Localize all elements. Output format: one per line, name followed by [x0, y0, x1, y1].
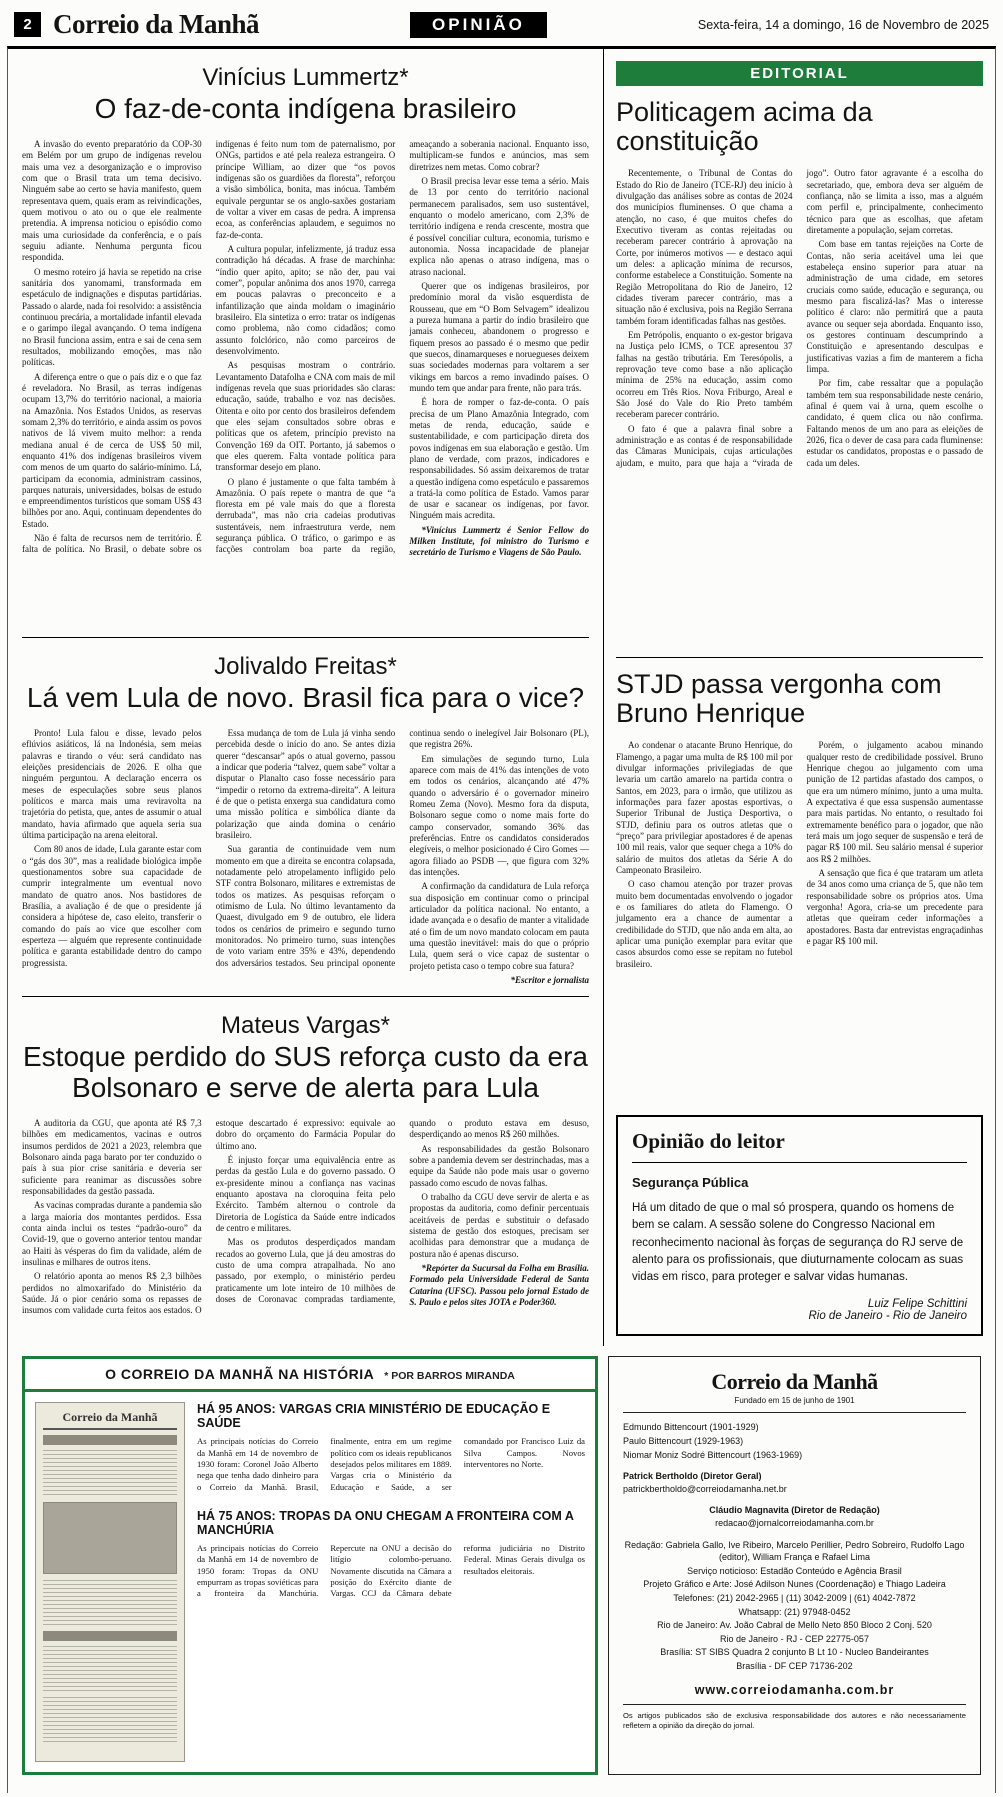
founder-line: Niomar Moniz Sodré Bittencourt (1963-1969): [623, 1449, 803, 1460]
page-header: [0, 0, 1003, 46]
edition-date: Sexta-feira, 14 a domingo, 16 de Novembro de 2025: [697, 17, 990, 32]
article-body: [22, 139, 589, 559]
article-footnote: *Escritor e jornalista: [510, 974, 589, 985]
paragraph: Por fim, cabe ressaltar que a população também tem sua responsabilidade neste cenário, afinal é quem vai à urna, quem escolhe o candidato, é quem clica ou não confirma. Faltando menos de um ano para as eleições de 2026, fica o dever de casa para cada fluminense: estudar os candidatos, propostas e o passado de cada um deles.: [806, 378, 983, 468]
thumb-headline-bar: [43, 1631, 177, 1641]
article-vinicius-lummertz: [22, 49, 589, 637]
history-header: [25, 1359, 595, 1392]
historical-newspaper-image: [35, 1402, 185, 1762]
masthead-info-line: Brasília - DF CEP 71736-202: [736, 1660, 853, 1671]
paragraph: A sensação que fica é que trataram um atleta de 34 anos como uma criança de 5, que não tem responsabilidade sobre os próprios atos. Uma vergonha! Agora, cria-se um precedente para atletas que queiram ceder informações a apostadores. Basta dar entrevistas engraçadinhas e pagar R$ 100 mil.: [806, 867, 983, 946]
stjd-section: [616, 657, 983, 1103]
letters-title: Opinião do leitor: [632, 1129, 967, 1163]
paragraph: As responsabilidades da gestão Bolsonaro sobre a pandemia devem ser destrinchadas, mas a equipe da Saúde não pode mais usar o governo passado como escudo de novas falhas.: [409, 1143, 589, 1188]
thumb-masthead: Correio da Manhã: [43, 1410, 177, 1430]
letter-body: Há um ditado de que o mal só prospera, quando os homens de bem se calam. A sessão solene do Congresso Nacional em reconhecimento nacional às forças de segurança do RJ serve de alento para os profissionais, que diuturnamente colocam as suas vidas em risco, para proteger e salvar vidas humanas.: [632, 1202, 964, 1283]
articles-column: [8, 49, 603, 1346]
article-footnote: *Vinícius Lummertz é Senior Fellow do Milken Institute, foi ministro do Turismo e secretário de Turismo e Viagens de São Paulo.: [409, 524, 589, 558]
paragraph: Recentemente, o Tribunal de Contas do Estado do Rio de Janeiro (TCE-RJ) deu início à divulgação das análises sobre as contas de 2024 dos municípios fluminenses. O que chama a atenção, no caso, é que muitos chefes do Executivo tiveram as contas rejeitadas ou receberam parecer contrário à aprovação na Corte, por inúmeros motivos — e destaco aqui um deles: a aplicação mínima de recursos, conforme estabelece a Constituição. Somente na Região Metropolitana do Rio de Janeiro, 12 cidades tiveram parecer contrário, mas a situação não é exclusiva, pois na Região Serrana também foram identificadas falhas nas gestões.: [616, 168, 793, 326]
paragraph: A confirmação da candidatura de Lula reforça sua disposição em continuar como o principal articulador da política nacional. No entanto, a idade avançada e o desafio de manter a vitalidade até o fim de um novo mandato colocam em pauta uma questão inevitável: mais do que o próprio Lula, quem será o vice capaz de sustentar o projeto petista caso o tempo cobre sua fatura?: [409, 881, 589, 971]
letter-signature: Luiz Felipe Schittini: [867, 1298, 967, 1311]
history-byline: * POR BARROS MIRANDA: [384, 1370, 515, 1383]
editorial-section: [616, 61, 983, 649]
masthead-info-line: Redação: Gabriela Gallo, Ive Ribeiro, Marcelo Perillier, Pedro Sobreiro, Rudolfo Lago (editor), William França e Rafael Lima: [624, 1539, 965, 1563]
masthead-info-line: Telefones: (21) 2042-2965 | (11) 3042-2009 | (61) 4042-7872: [673, 1592, 916, 1603]
paragraph: Sua garantia de continuidade vem num momento em que a direita se encontra colapsada, notadamente pelo atropelamento infligido pelo STF contra Bolsonaro, militares e extremistas de todos os matizes. As pesquisas reforçam o otimismo de Lula. No último levantamento da Quaest, divulgado em 9 de outubro, ele lidera todos os cenários de primeiro e segundo turno monitorados. No primeiro turno, suas intenções de voto variam entre 35% e 43%, dependendo dos adversários testados. Seu principal oponente continua sendo o inelegível Jair Bolsonaro (PL), que registra 26%.: [215, 727, 589, 968]
history-headline: HÁ 75 ANOS: TROPAS DA ONU CHEGAM A FRONTEIRA COM A MANCHÚRIA: [197, 1508, 574, 1537]
thumb-text-lines: [43, 1646, 177, 1692]
masthead-info-line: Whatsapp: (21) 97948-0452: [738, 1606, 851, 1617]
paragraph: O relatório aponta ao menos R$ 2,3 bilhões perdidos no almoxarifado do Ministério da Saúde. Já o pior cenário soma os repasses de insumos com validade curta feitos aos estados. O estoque descartado é expressivo: equivale ao dobro do orçamento do Farmácia Popular do último ano.: [22, 1117, 396, 1316]
article-title: Estoque perdido do SUS reforça custo da era Bolsonaro e serve de alerta para Lula: [22, 1041, 588, 1104]
letter-location: Rio de Janeiro - Rio de Janeiro: [808, 1310, 967, 1323]
masthead-info-line: Brasília: ST SIBS Quadra 2 conjunto B Lt 10 - Nucleo Bandeirantes: [660, 1647, 929, 1658]
history-body: As principais notícias do Correio da Manhã em 14 de novembro de 1930 foram: Coronel João Alberto nega que tenha dado dinheiro para o Correio da Manhã. Brasil, finalmente, entra em um regime político com os ideais republicanos desejados pelos militares em 1889. Vargas cria o Ministério da Educação e Saúde, a ser comandado por Francisco Luiz da Silva Campos. Novos interventores no Norte.: [197, 1436, 585, 1492]
paragraph: A auditoria da CGU, que aponta até R$ 7,3 bilhões em medicamentos, vacinas e outros insumos perdidos de 2021 a 2023, relembra que Bolsonaro ainda paga barato por ter conduzido o país à sua pior crise sanitária e deveria ser suficiente para reanimar as discussões sobre responsabilidades da gestão passada.: [22, 1117, 202, 1196]
director-block: [623, 1470, 966, 1495]
article-body: [22, 1118, 589, 1317]
paragraph: Querer que os indígenas brasileiros, por predomínio moral da visão esquerdista de Rousseau, que em “O Bom Selvagem” idealizou a pureza humana a partir do índio brasileiro que jamais conheceu, abandonem o progresso e fiquem presos ao passado é o mesmo que pedir que suecos, dinamarqueses e noruegueses deixem suas sociedades modernas para voltarem a ser vikings em barcos a remo invadindo países. O mundo tem que andar para frente, não para trás.: [409, 280, 589, 393]
paragraph: Pronto! Lula falou e disse, levado pelos eflúvios asiáticos, lá na Indonésia, sem meias palavras e tirando o véu: será candidato nas eleições presidenciais de 2026. E olha que ninguém perguntou. A declaração encerra os meses de especulações sobre seus planos políticos e marca mais uma reviravolta na trajetória do petista, que, antes de assumir o atual mandato, havia afirmado que aquela seria sua última participação na arena eleitoral.: [22, 727, 202, 840]
paragraph: É injusto forçar uma equivalência entre as perdas da gestão Lula e do governo passado. O ex-presidente minou a confiança nas vacinas enquanto apostava na cloroquina feita pelo Exército. Também alternou o controle da Diretoria de Logística da Saúde entre indicados de centro e militares.: [215, 1154, 396, 1233]
editorial-column: [603, 49, 995, 1346]
paragraph: A invasão do evento preparatório da COP-30 em Belém por um grupo de indígenas revelou mais uma vez a desorganização e o improviso com que o Brasil trata um tema decisivo. Ninguém sabe ao certo se havia manifesto, quem representava quem, quais eram as reivindicações, quem motivou o ato ou o que ele realmente pretendia. A imprensa noticiou o episódio como mais uma curiosidade da conferência, e o país seguiu adiante. Nenhuma pergunta ficou respondida.: [22, 138, 202, 263]
article-jolivaldo-freitas: [22, 637, 589, 996]
founder-line: Paulo Bittencourt (1929-1963): [623, 1436, 744, 1447]
stjd-body: [616, 740, 983, 970]
paragraph: O Brasil precisa levar esse tema a sério. Mais de 13 por cento do território nacional permanecem paralisados, sem uso sustentável, enquanto o modelo americano, com 2,3% de território indígena e renda crescente, mostra que é possível conciliar cultura, economia, turismo e autonomia. Nossa incapacidade de planejar explica não apenas o atraso indígena, mas o atraso nacional.: [409, 175, 589, 277]
thumb-headline-bar: [43, 1435, 177, 1445]
masthead-info: [623, 1539, 966, 1673]
paragraph: As pesquisas mostram o contrário. Levantamento Datafolha e CNA com mais de mil indígenas revela que suas prioridades são claras: educação, saúde, trabalho e voz nas decisões. Oitenta e oito por cento dos brasileiros defendem que eles sejam consultados sobre obras e políticas que os afetem, princípio previsto na Convenção 169 da OIT. Portanto, já sabemos o que eles querem. Falta vontade política para transformar desejo em plano.: [215, 360, 396, 473]
editorial-badge: EDITORIAL: [616, 61, 983, 86]
article-title: O faz-de-conta indígena brasileiro: [94, 93, 517, 125]
article-body: [22, 728, 589, 986]
article-title: Lá vem Lula de novo. Brasil fica para o vice?: [26, 682, 585, 714]
editor-name: Cláudio Magnavita (Diretor de Redação): [709, 1505, 880, 1516]
history-headline: HÁ 95 ANOS: VARGAS CRIA MINISTÉRIO DE EDUCAÇÃO E SAÚDE: [197, 1402, 551, 1431]
disclaimer: Os artigos publicados são de exclusiva responsabilidade dos autores e não necessariamente refletem a opinião da direção do jornal.: [623, 1704, 966, 1732]
thumb-photo: [43, 1502, 177, 1574]
editor-email-link[interactable]: redacao@jornalcorreiodamanha.com.br: [715, 1518, 874, 1528]
paragraph: Mas os produtos desperdiçados mandam recados ao governo Lula, que já deu amostras do custo de uma compra atrapalhada. No ano passado, por exemplo, o ministério perdeu praticamente um lote inteiro de 10 milhões de doses de Coronavac compradas tardiamente, quando o produto estava em desuso, desperdiçando ao menos R$ 260 milhões.: [215, 1117, 589, 1304]
founders-list: [623, 1421, 966, 1461]
editorial-title: Politicagem acima da constituição: [616, 97, 873, 157]
paragraph: O mesmo roteiro já havia se repetido na crise sanitária dos yanomami, transformada em espetáculo de indignações e disputas partidárias. Passado o alarde, nada foi resolvido: a assistência continuou precária, a mortalidade infantil elevada e o garimpo ilegal avançando. O tema indígena no Brasil funciona assim, entra e sai de cena sem resultados, mobilizando emoções, mas não políticas.: [22, 266, 202, 368]
founder-line: Edmundo Bittencourt (1901-1929): [623, 1422, 759, 1433]
paragraph: Com base em tantas rejeições na Corte de Contas, não seria aceitável uma lei que estabeleça ensino superior para atuar na administração de uma cidade, em setores cruciais como saúde, educação e segurança, ou mesmo para fiscalizá-las? Mas o interesse político é claro: não permitirá que a pauta avance ou sequer seja abordada. Enquanto isso, os gestores continuam descumprindo a Constituição e apresentando desculpas e justificativas vazias a fim de manterem a ficha limpa.: [806, 239, 983, 374]
paragraph: Porém, o julgamento acabou minando qualquer resto de credibilidade possível. Bruno Henrique chegou ao julgamento com uma punição de 12 partidas afastado dos campos, o que era um número mínimo, junto a uma multa. A expectativa é que essa suspensão aumentasse para mais partidas. No entanto, o resultado foi extremamente benéfico para o jogador, que não terá mais um jogo sequer de suspensão e terá de pagar R$ 100 mil. Seu salário mensal é superior aos R$ 2 milhões.: [806, 740, 983, 864]
website-link[interactable]: www.correiodamanha.com.br: [694, 1682, 895, 1697]
thumb-text-lines: [43, 1580, 177, 1626]
page-number: 2: [14, 12, 41, 37]
paragraph: O trabalho da CGU deve servir de alerta e as propostas da auditoria, como definir percentuais aceitáveis de perdas e substituir o defasado sistema de gestão dos estoques, precisam ser acolhidas para demonstrar que a mudança de postura não é apenas discurso.: [409, 1191, 589, 1259]
letters-box: [616, 1115, 983, 1336]
editor-block: [623, 1504, 966, 1529]
paragraph: Com 80 anos de idade, Lula garante estar com o “gás dos 30”, mas a realidade biológica impõe questionamentos sobre sua capacidade de cumprir integralmente um eventual novo mandato de quatro anos. Nos bastidores de Brasília, a avaliação é de que o presidente já considera a hipótese de, caso eleito, transferir o comando do país ao vice que escolher com esperteza — alguém que represente continuidade política e garanta estabilidade dentro do campo progressista.: [22, 844, 202, 968]
history-item: [197, 1509, 585, 1600]
director-email-link[interactable]: patrickbertholdo@correiodamanha.net.br: [623, 1483, 787, 1494]
paragraph: As vacinas compradas durante a pandemia são a larga maioria dos montantes perdidos. Essa conta ainda inclui os testes “padrão-ouro” da Covid-19, que o governo anterior tentou mandar ao Haiti às vésperas do fim da validade, além de insulinas e milhares de outros itens.: [22, 1200, 202, 1267]
article-author: Vinícius Lummertz*: [202, 64, 409, 91]
paragraph: É hora de romper o faz-de-conta. O país precisa de um Plano Amazônia Integrado, com metas de renda, educação, saúde e sustentabilidade, e com participação direta dos povos indígenas em sua elaboração e gestão. Um plano de verdade, com prazos, indicadores e responsabilidades. Só assim deixaremos de tratar a questão indígena como espetáculo e passaremos a tratá-la como política de Estado. Vamos parar de usar e sacanear os indígenas, por favor. Ninguém mais acredita.: [409, 397, 589, 521]
thumb-text-lines: [43, 1450, 177, 1496]
history-box: [22, 1356, 598, 1775]
masthead-logo: Correio da Manhã: [53, 9, 259, 39]
paragraph: O fato é que a palavra final sobre a administração e as contas é de responsabilidade das Câmaras Municipais, cujas articulações ajudam, e muito, para que haja a “virada de jogo”. Outro fator agravante é a escolha do secretariado, que, embora deva ser alguém de confiança, não se limita a isso, mas a alguém com perfil e, principalmente, conhecimento técnico para que as escolhas, que afetam diretamente a população, sejam corretas.: [616, 168, 983, 468]
paragraph: Em Petrópolis, enquanto o ex-gestor brigava na Justiça pelo ICMS, o TCE apresentou 37 falhas na gestão tributária. Em Teresópolis, a reprovação teve como base a não aplicação mínima de 25% na educação, assim como ocorreu em Três Rios. Nova Friburgo, Areal e São José do Vale do Rio Preto também receberam parecer contrário.: [616, 329, 793, 420]
thumb-text-lines: [43, 1697, 177, 1743]
article-author: Mateus Vargas*: [221, 1012, 390, 1040]
masthead-box: [608, 1356, 981, 1775]
masthead-box-logo: Correio da Manhã: [711, 1369, 878, 1395]
founded-line: Fundado em 15 de junho de 1901: [623, 1395, 966, 1413]
masthead-info-line: Serviço noticioso: Estadão Conteúdo e Agência Brasil: [687, 1565, 902, 1576]
history-title: O CORREIO DA MANHÃ NA HISTÓRIA: [105, 1366, 375, 1383]
paragraph: A cultura popular, infelizmente, já traduz essa contradição há décadas. A frase de marchinha: “índio quer apito, apito; se não der, pau vai comer”, popular anônima dos anos 1970, carrega em poucas palavras o preconceito e a infantilização que ainda moldam o imaginário brasileiro. Ela sintetiza o erro: tratar os indígenas como problema, não como cidadãos; como assunto folclórico, não como parceiros de desenvolvimento.: [215, 243, 396, 356]
paragraph: O caso chamou atenção por trazer provas muito bem documentadas envolvendo o jogador e os familiares do atleta do Flamengo. O julgamento era a chance de aumentar a credibilidade do STJD, que não anda em alta, ao aplicar uma punição exemplar para evitar que casos absurdos como esse se repitam no futebol brasileiro.: [616, 879, 793, 969]
section-badge: OPINIÃO: [410, 12, 547, 38]
history-item: [197, 1402, 585, 1493]
masthead-info-line: Rio de Janeiro - RJ - CEP 22775-057: [720, 1633, 869, 1644]
paragraph: Não é falta de recursos nem de território. É falta de política. No Brasil, o debate sobre os indígenas é feito num tom de paternalismo, por ONGs, partidos e até pela realeza estrangeira. O príncipe William, ao dizer que “os povos indígenas são os guardiões da floresta”, reforçou a visão simbólica, bonita, mas inócua. Também equivale perguntar se os anglo-saxões gostariam de voltar a viver em casas de pedra. A imprensa ecoa, as conferências aplaudem, e seguimos no faz-de-conta.: [22, 138, 396, 555]
director-name: Patrick Bertholdo (Diretor Geral): [623, 1471, 762, 1482]
article-footnote: *Repórter da Sucursal da Folha em Brasília. Formado pela Universidade Federal de Santa Catarina (UFSC). Passou pelo jornal Estado de S. Paulo e pelos sites JOTA e Poder360.: [409, 1262, 589, 1307]
article-mateus-vargas: [22, 996, 589, 1338]
paragraph: A diferença entre o que o país diz e o que faz é reveladora. No Brasil, as terras indígenas ocupam 13,7% do território nacional, a maioria na Amazônia. Nos Estados Unidos, as reservas somam 2,3% do território, e ainda assim os povos nativos de lá vivem muito melhor: a renda mediana anual é de cerca de US$ 50 mil, enquanto 41% dos indígenas brasileiros vivem com menos de um quarto do salário-mínimo. Lá, participam da economia, administram cassinos, parques naturais, universidades, bolsas de estudo e empreendimentos turísticos que somam US$ 43 bilhões por ano. Aqui, continuam dependentes do Estado.: [22, 371, 202, 529]
stjd-title: STJD passa vergonha com Bruno Henrique: [616, 669, 942, 729]
paragraph: Essa mudança de tom de Lula já vinha sendo percebida desde o início do ano. Se antes dizia querer “descansar” após o atual governo, passou a indicar que poderia “talvez, quem sabe” voltar a disputar o Planalto caso fosse necessário para “impedir o retorno da extrema-direita”. A leitura é de que o petista enxerga sua candidatura como uma missão política e simbólica diante da polarização que ainda domina o cenário brasileiro.: [215, 727, 396, 840]
masthead-info-line: Projeto Gráfico e Arte: José Adilson Nunes (Coordenação) e Thiago Ladeira: [643, 1579, 946, 1590]
editorial-body: [616, 168, 983, 470]
article-author: Jolivaldo Freitas*: [214, 653, 397, 680]
page-body: [7, 46, 996, 1793]
paragraph: Em simulações de segundo turno, Lula aparece com mais de 41% das intenções de voto em todos os cenários, alcançando até 47% quando o adversário é o governador mineiro Romeu Zema (Novo). Mesmo fora da disputa, Bolsonaro segue como o nome mais forte do campo conservador, somando 36% das preferências. Entre os candidatos considerados elegíveis, o melhor posicionado é Ciro Gomes — agora filiado ao PSDB —, que figura com 32% das intenções.: [409, 753, 589, 877]
paragraph: O plano é justamente o que falta também à Amazônia. O país repete o mantra de que “a floresta em pé vale mais do que a floresta derrubada”, mas não cria cadeias produtivas sustentáveis, nem infraestrutura verde, nem segurança pública. O tráfico, o garimpo e as facções controlam boa parte da região, ameaçando a soberania nacional. Enquanto isso, multiplicam-se fundos e anúncios, mas sem diretrizes nem metas. Como cobrar?: [215, 138, 589, 555]
paragraph: Ao condenar o atacante Bruno Henrique, do Flamengo, a pagar uma multa de R$ 100 mil por divulgar informações privilegiadas de que levaria um cartão amarelo na partida contra o Santos, em 2023, para o irmão, que utilizou as informações para fazer apostas esportivas, o Superior Tribunal de Justiça Desportiva, o STJD, definiu para os outros atletas que o “preço” para privilegiar apostadores é de apenas 100 mil reais, valor que sequer chega a 10% do salário de muitos dos atletas da Série A do Campeonato Brasileiro.: [616, 740, 793, 875]
masthead-info-line: Rio de Janeiro: Av. João Cabral de Mello Neto 850 Bloco 2 Conj. 520: [657, 1620, 932, 1631]
letter-subject: Segurança Pública: [632, 1175, 749, 1190]
history-body: As principais notícias do Correio da Manhã em 14 de novembro de 1950 foram: Tropas da ONU empurram as tropas soviéticas para a fronteira da Manchúria. Repercute na ONU a decisão do litígio colombo-peruano. Novamente discutida na Câmara a posição do Exército diante de Vargas. CCJ da Câmara debate reforma judiciária no Distrito Federal. Minas Gerais divulga os resultados eleitorais.: [197, 1542, 585, 1599]
